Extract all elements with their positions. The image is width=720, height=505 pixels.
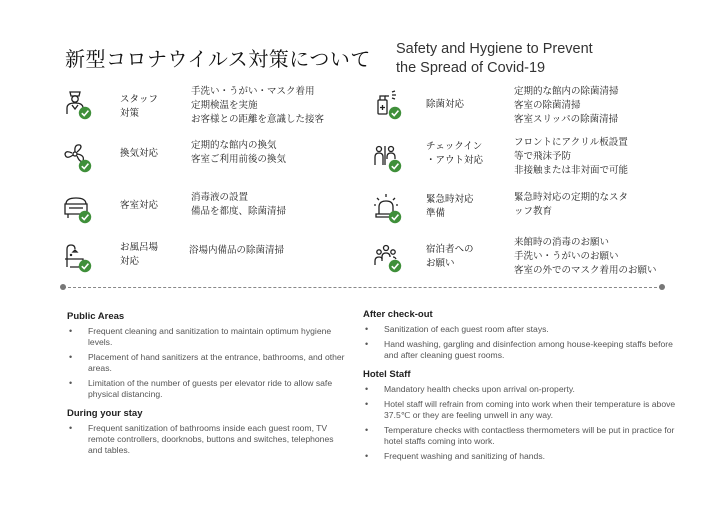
sanitizer-icon [372, 88, 402, 120]
measure-guest-room [62, 192, 352, 236]
guest-room-icon [62, 192, 92, 224]
measure-check-in [372, 137, 672, 185]
title-en-line-1: Safety and Hygiene to Prevent [396, 41, 593, 57]
page-title-en [396, 40, 593, 78]
emergency-desc: 緊急時対応の定期的なスタ ッフ教育 [514, 192, 629, 217]
list-item: • Placement of hand sanitizers at the entrance, bathrooms, and other areas. [67, 352, 347, 374]
list-item: • Frequent sanitization of bathrooms inside each guest room, TV remote controllers, doorknobs, buttons and switches, telephones and tables. [67, 423, 347, 456]
guests-desc: 来館時の消毒のお願い 手洗い・うがいのお願い 客室の外でのマスク着用のお願い [514, 237, 657, 276]
guests-label: 宿泊者への お願い [426, 244, 474, 269]
section-divider [63, 287, 662, 288]
guests-icon [372, 241, 402, 273]
english-column-right [363, 309, 683, 470]
list-item: • Temperature checks with contactless thermometers will be put in practice for hotel staffs coming into work. [363, 425, 683, 447]
measure-ventilation [62, 141, 352, 185]
emergency-icon [372, 192, 402, 224]
section-title-public-areas: Public Areas [67, 311, 125, 322]
list-item: • Hand washing, gargling and disinfection among house-keeping staffs before and after cleaning guest rooms. [363, 339, 683, 361]
list-item: • Frequent washing and sanitizing of hands. [363, 451, 683, 462]
staff-icon [62, 88, 92, 120]
title-en-line-2: the Spread of Covid-19 [396, 60, 546, 76]
section-title-during-stay: During your stay [67, 408, 143, 419]
english-column-left [67, 311, 347, 464]
emergency-label: 緊急時対応 準備 [426, 194, 474, 219]
guest-room-label: 客室対応 [120, 200, 159, 211]
hotel-staff-list [363, 384, 683, 462]
measure-guests [372, 237, 672, 285]
measure-emergency [372, 192, 672, 236]
list-item: • Frequent cleaning and sanitization to maintain optimum hygiene levels. [67, 326, 347, 348]
bath-desc: 浴場内備品の除菌清掃 [189, 245, 285, 256]
public-areas-list [67, 326, 347, 400]
ventilation-desc: 定期的な館内の換気 客室ご利用前後の換気 [191, 140, 287, 165]
guest-room-desc: 消毒液の設置 備品を都度、除菌清掃 [191, 192, 287, 217]
list-item: • Hotel staff will refrain from coming into work when their temperature is above 37.5℃ or they are feeling unwell in any way. [363, 399, 683, 421]
check-in-label: チェックイン ・アウト対応 [426, 141, 484, 166]
staff-desc: 手洗い・うがい・マスク着用 定期検温を実施 お客様との距離を意識した接客 [191, 86, 325, 125]
list-item: • Limitation of the number of guests per elevator ride to allow safe physical distancing. [67, 378, 347, 400]
during-stay-list [67, 423, 347, 456]
bath-label: お風呂場 対応 [120, 242, 159, 267]
measure-staff [62, 88, 352, 132]
section-title-hotel-staff: Hotel Staff [363, 369, 411, 380]
section-title-after-checkout: After check-out [363, 309, 433, 320]
sanitizer-label: 除菌対応 [426, 99, 465, 110]
measure-sanitizer [372, 88, 672, 132]
check-in-icon [372, 141, 402, 173]
list-item: • Mandatory health checks upon arrival on-property. [363, 384, 683, 395]
bath-icon [62, 241, 92, 273]
divider-dot-right [659, 284, 665, 290]
after-checkout-list [363, 324, 683, 361]
staff-label: スタッフ 対策 [120, 94, 159, 119]
measure-bath [62, 241, 352, 285]
ventilation-label: 換気対応 [120, 148, 159, 159]
divider-dot-left [60, 284, 66, 290]
list-item: • Sanitization of each guest room after stays. [363, 324, 683, 335]
page-title-jp: 新型コロナウイルス対策について [65, 47, 371, 71]
ventilation-icon [62, 141, 92, 173]
sanitizer-desc: 定期的な館内の除菌清掃 客室の除菌清掃 客室スリッパの除菌清掃 [514, 86, 619, 125]
check-in-desc: フロントにアクリル板設置 等で飛沫予防 非接触または非対面で可能 [514, 137, 629, 176]
